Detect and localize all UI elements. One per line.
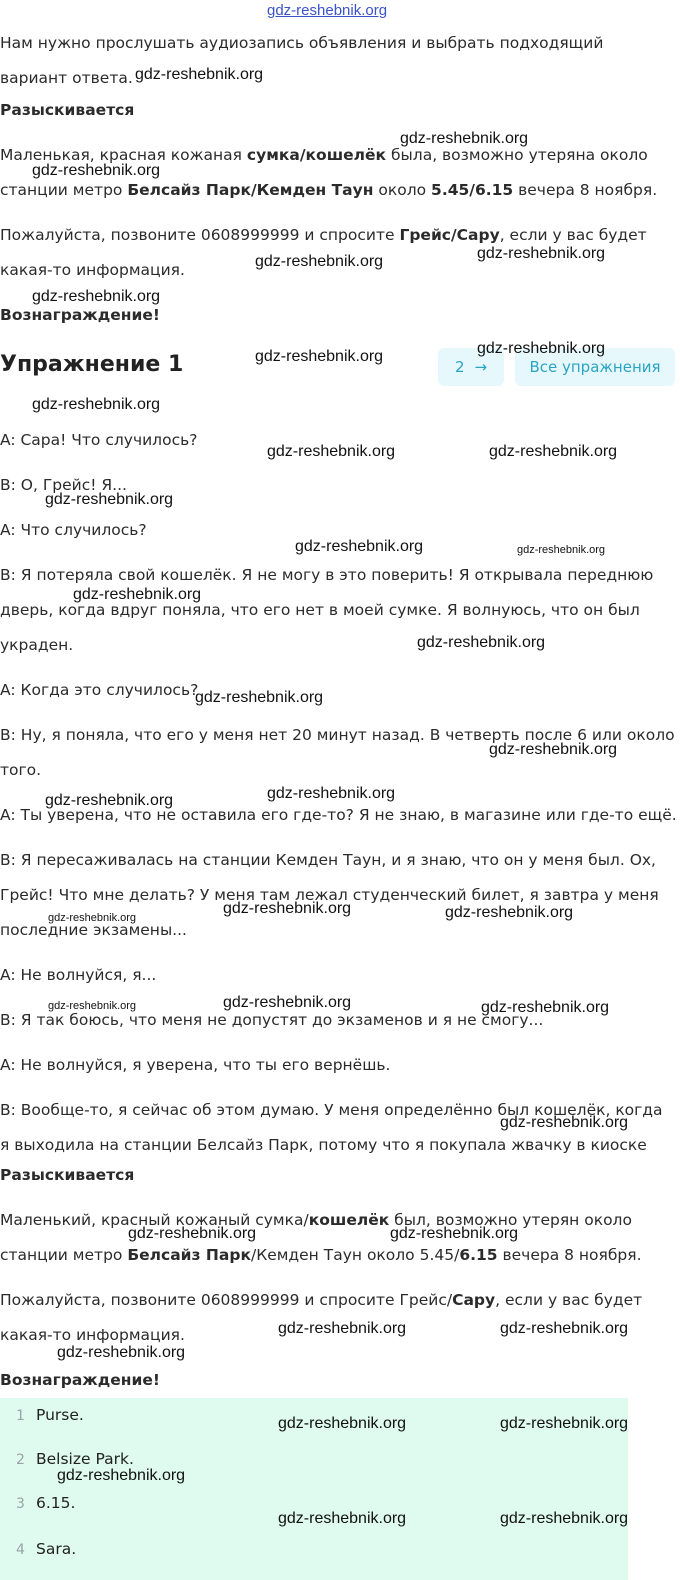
watermark: gdz-reshebnik.org <box>489 443 618 460</box>
next-exercise-label: 2 <box>454 358 465 376</box>
dialog-line: я выходила на станции Белсайз Парк, потому что я покупала жвачку в киоске <box>0 1136 647 1154</box>
watermark: gdz-reshebnik.org <box>32 288 161 305</box>
ad-line: Пожалуйста, позвоните 0608999999 и спросите Грейс/Сару, если у вас будет <box>0 1291 643 1309</box>
ad-line: какая-то информация. <box>0 261 185 279</box>
answer-text: Purse. <box>36 1406 84 1424</box>
ad-line: станции метро Белсайз Парк/Кемден Таун около 5.45/6.15 вечера 8 ноября. <box>0 181 658 199</box>
watermark: gdz-reshebnik.org <box>32 162 161 179</box>
ad-line: Маленький, красный кожаный сумка/кошелёк был, возможно утерян около <box>0 1211 632 1229</box>
ad-heading: Разыскивается <box>0 1166 135 1184</box>
intro-line: Нам нужно прослушать аудиозапись объявления и выбрать подходящий <box>0 34 604 52</box>
answer-number: 2 <box>16 1452 25 1468</box>
watermark: gdz-reshebnik.org <box>32 396 161 413</box>
watermark: gdz-reshebnik.org <box>278 1510 407 1527</box>
watermark: gdz-reshebnik.org <box>223 994 352 1011</box>
watermark: gdz-reshebnik.org <box>195 689 324 706</box>
watermark: gdz-reshebnik.org <box>57 1467 186 1484</box>
watermark: gdz-reshebnik.org <box>477 340 606 357</box>
watermark: gdz-reshebnik.org <box>481 999 610 1016</box>
watermark: gdz-reshebnik.org <box>267 443 396 460</box>
answer-item <box>0 1534 620 1574</box>
exercise-title: Упражнение 1 <box>0 352 184 377</box>
dialog-line: A: Сара! Что случилось? <box>0 431 198 449</box>
answer-number: 4 <box>16 1542 25 1558</box>
dialog-line: A: Ты уверена, что не оставила его где-то? Я не знаю, в магазине или где-то ещё. <box>0 806 677 824</box>
dialog-line: A: Не волнуйся, я уверена, что ты его вернёшь. <box>0 1056 391 1074</box>
watermark: gdz-reshebnik.org <box>57 1344 186 1361</box>
answer-number: 1 <box>16 1408 25 1424</box>
watermark: gdz-reshebnik.org <box>477 245 606 262</box>
intro-line: вариант ответа. <box>0 69 133 87</box>
dialog-line: B: Я так боюсь, что меня не допустят до экзаменов и я не смогу... <box>0 1011 544 1029</box>
dialog-line: Грейс! Что мне делать? У меня там лежал студенческий билет, я завтра у меня <box>0 886 659 904</box>
answer-number: 3 <box>16 1496 25 1512</box>
all-exercises-button[interactable]: Все упражнения <box>515 348 675 386</box>
dialog-line: дверь, когда вдруг поняла, что его нет в моей сумке. Я волнуюсь, что он был <box>0 601 640 619</box>
ad-reward: Вознаграждение! <box>0 1371 160 1389</box>
watermark: gdz-reshebnik.org <box>417 634 546 651</box>
watermark: gdz-reshebnik.org <box>278 1415 407 1432</box>
ad-line: Маленькая, красная кожаная сумка/кошелёк была, возможно утеряна около <box>0 146 648 164</box>
dialog-line: украден. <box>0 636 74 654</box>
dialog-line: B: Вообще-то, я сейчас об этом думаю. У меня определённо был кошелёк, когда <box>0 1101 663 1119</box>
watermark: gdz-reshebnik.org <box>223 900 352 917</box>
watermark: gdz-reshebnik.org <box>500 1320 629 1337</box>
watermark: gdz-reshebnik.org <box>135 66 264 83</box>
watermark: gdz-reshebnik.org <box>390 1225 519 1242</box>
watermark: gdz-reshebnik.org <box>45 491 174 508</box>
ad-line: какая-то информация. <box>0 1326 185 1344</box>
dialog-line: B: О, Грейс! Я... <box>0 476 127 494</box>
dialog-line: A: Когда это случилось? <box>0 681 199 699</box>
watermark: gdz-reshebnik.org <box>255 253 384 270</box>
dialog-line: B: Я потеряла свой кошелёк. Я не могу в это поверить! Я открывала переднюю <box>0 566 654 584</box>
watermark: gdz-reshebnik.org <box>400 130 529 147</box>
watermark: gdz-reshebnik.org <box>517 544 606 556</box>
dialog-line: B: Ну, я поняла, что его у меня нет 20 минут назад. В четверть после 6 или около <box>0 726 675 744</box>
watermark: gdz-reshebnik.org <box>500 1510 629 1527</box>
watermark-link[interactable]: gdz-reshebnik.org <box>267 2 388 19</box>
dialog-line: последние экзамены... <box>0 921 187 939</box>
arrow-right-icon: → <box>474 358 488 376</box>
dialog-line: A: Что случилось? <box>0 521 147 539</box>
watermark: gdz-reshebnik.org <box>48 912 137 924</box>
watermark: gdz-reshebnik.org <box>278 1320 407 1337</box>
watermark: gdz-reshebnik.org <box>445 904 574 921</box>
ad-line: станции метро Белсайз Парк/Кемден Таун около 5.45/6.15 вечера 8 ноября. <box>0 1246 642 1264</box>
watermark: gdz-reshebnik.org <box>267 785 396 802</box>
watermark: gdz-reshebnik.org <box>128 1225 257 1242</box>
watermark: gdz-reshebnik.org <box>489 741 618 758</box>
answer-text: Sara. <box>36 1540 77 1558</box>
watermark: gdz-reshebnik.org <box>73 586 202 603</box>
answer-text: 6.15. <box>36 1494 76 1512</box>
watermark: gdz-reshebnik.org <box>45 792 174 809</box>
answer-text: Belsize Park. <box>36 1450 134 1468</box>
dialog-line: того. <box>0 761 42 779</box>
watermark: gdz-reshebnik.org <box>295 538 424 555</box>
watermark: gdz-reshebnik.org <box>500 1415 629 1432</box>
ad-reward: Вознаграждение! <box>0 306 160 324</box>
watermark: gdz-reshebnik.org <box>500 1114 629 1131</box>
ad-heading: Разыскивается <box>0 101 135 119</box>
watermark: gdz-reshebnik.org <box>255 348 384 365</box>
ad-line: Пожалуйста, позвоните 0608999999 и спросите Грейс/Сару, если у вас будет <box>0 226 647 244</box>
dialog-line: A: Не волнуйся, я... <box>0 966 157 984</box>
watermark: gdz-reshebnik.org <box>48 1000 137 1012</box>
dialog-line: B: Я пересаживалась на станции Кемден Таун, и я знаю, что он у меня был. Ох, <box>0 851 656 869</box>
